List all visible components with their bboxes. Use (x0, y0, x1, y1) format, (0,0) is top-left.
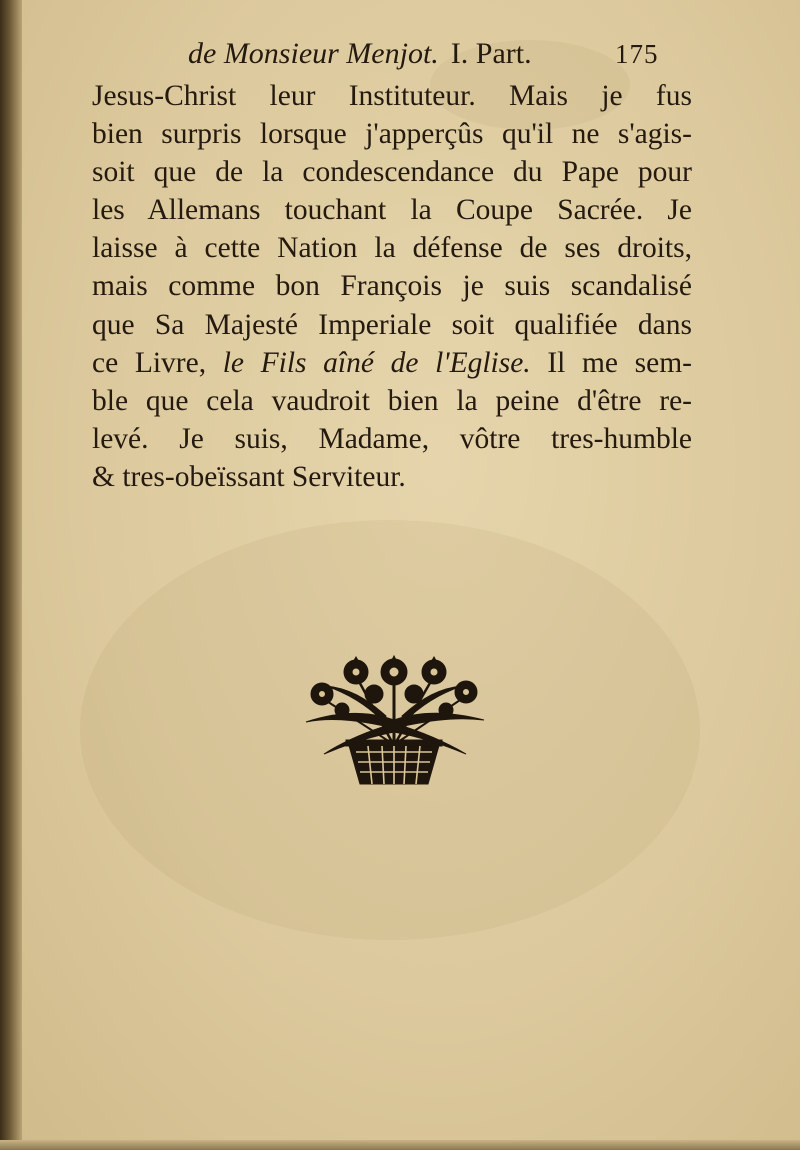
page-bottom-edge (0, 1140, 800, 1150)
flower-basket-icon (296, 650, 492, 788)
text-line: que Sa Majesté Imperiale soit qualifiée dans (92, 308, 692, 341)
running-head: de Monsieur Menjot. (188, 37, 439, 70)
closing-line: & tres-obeïssant Serviteur. (92, 460, 406, 493)
text-line: levé. Je suis, Madame, vôtre tres-humble (92, 422, 692, 455)
page-number: 175 (615, 39, 659, 69)
text-line: Jesus-Christ leur Instituteur. Mais je fus (92, 80, 692, 112)
text-line: mais comme bon François je suis scandalisé (92, 270, 692, 303)
text-line: ble que cela vaudroit bien la peine d'être re- (92, 384, 692, 417)
text-run: ce Livre, (92, 346, 223, 379)
part-label: I. Part. (450, 37, 532, 70)
text-line (92, 344, 692, 382)
text-line: bien surpris lorsque j'apperçûs qu'il ne s'agis- (92, 118, 692, 151)
text-line: les Allemans touchant la Coupe Sacrée. Je (92, 194, 692, 227)
text-run: Il me sem- (530, 346, 692, 379)
text-line: laisse à cette Nation la défense de ses droits, (92, 232, 692, 265)
text-line: soit que de la condescendance du Pape pour (92, 156, 692, 189)
page-gutter (0, 0, 22, 1150)
page-header (188, 34, 708, 74)
italic-title: le Fils aîné de l'Eglise. (222, 346, 531, 379)
body-text (92, 77, 692, 496)
